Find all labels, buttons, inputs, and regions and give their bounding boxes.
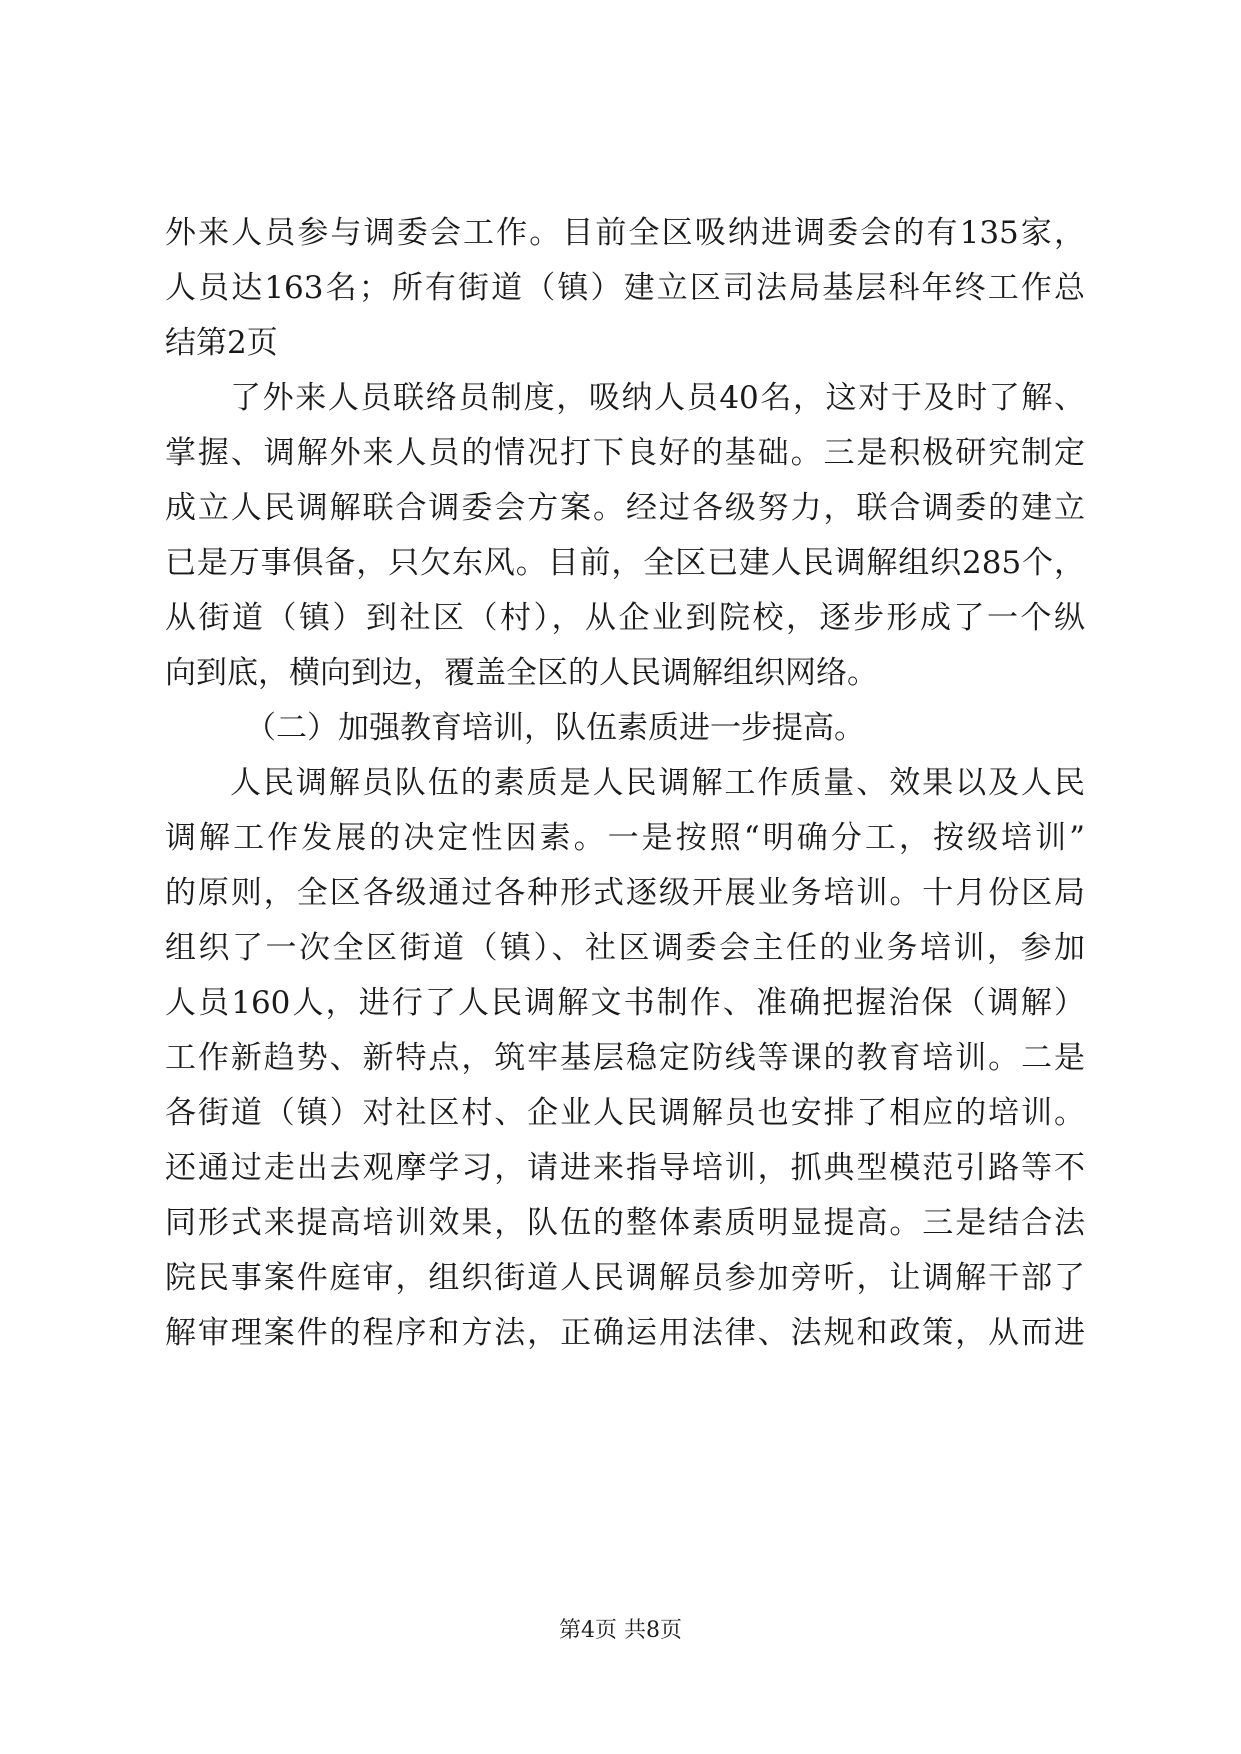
text-line-8: 从街道（镇）到社区（村），从企业到院校，逐步形成了一个纵 <box>165 600 1085 636</box>
text-line-20: 院民事案件庭审，组织街道人民调解员参加旁听，让调解干部了 <box>165 1260 1085 1296</box>
text-line-4: 了外来人员联络员制度，吸纳人员40名，这对于及时了解、 <box>230 380 1085 416</box>
text-line-2: 人员达163名；所有街道（镇）建立区司法局基层科年终工作总 <box>165 270 1085 306</box>
text-line-5: 掌握、调解外来人员的情况打下良好的基础。三是积极研究制定 <box>165 435 1085 471</box>
text-line-1: 外来人员参与调委会工作。目前全区吸纳进调委会的有135家， <box>165 215 1085 251</box>
section-heading: （二）加强教育培训，队伍素质进一步提高。 <box>245 710 865 746</box>
text-line-15: 人员160人，进行了人民调解文书制作、准确把握治保（调解） <box>165 985 1085 1021</box>
text-line-16: 工作新趋势、新特点，筑牢基层稳定防线等课的教育培训。二是 <box>165 1040 1085 1076</box>
text-line-19: 同形式来提高培训效果，队伍的整体素质明显提高。三是结合法 <box>165 1205 1085 1241</box>
text-line-6: 成立人民调解联合调委会方案。经过各级努力，联合调委的建立 <box>165 490 1085 526</box>
text-line-3: 结第2页 <box>165 325 278 361</box>
text-line-21: 解审理案件的程序和方法，正确运用法律、法规和政策，从而进 <box>165 1315 1085 1351</box>
text-line-13: 的原则，全区各级通过各种形式逐级开展业务培训。十月份区局 <box>165 875 1085 911</box>
text-line-14: 组织了一次全区街道（镇）、社区调委会主任的业务培训，参加 <box>165 930 1085 966</box>
text-line-9: 向到底，横向到边，覆盖全区的人民调解组织网络。 <box>165 655 878 691</box>
text-line-11: 人民调解员队伍的素质是人民调解工作质量、效果以及人民 <box>230 765 1085 801</box>
page-number-footer: 第4页 共8页 <box>559 1618 682 1643</box>
text-line-17: 各街道（镇）对社区村、企业人民调解员也安排了相应的培训。 <box>165 1095 1085 1131</box>
text-line-7: 已是万事俱备，只欠东风。目前，全区已建人民调解组织285个， <box>165 545 1085 581</box>
text-line-12: 调解工作发展的决定性因素。一是按照“明确分工，按级培训” <box>165 820 1085 856</box>
text-line-18: 还通过走出去观摩学习，请进来指导培训，抓典型模范引路等不 <box>165 1150 1085 1186</box>
